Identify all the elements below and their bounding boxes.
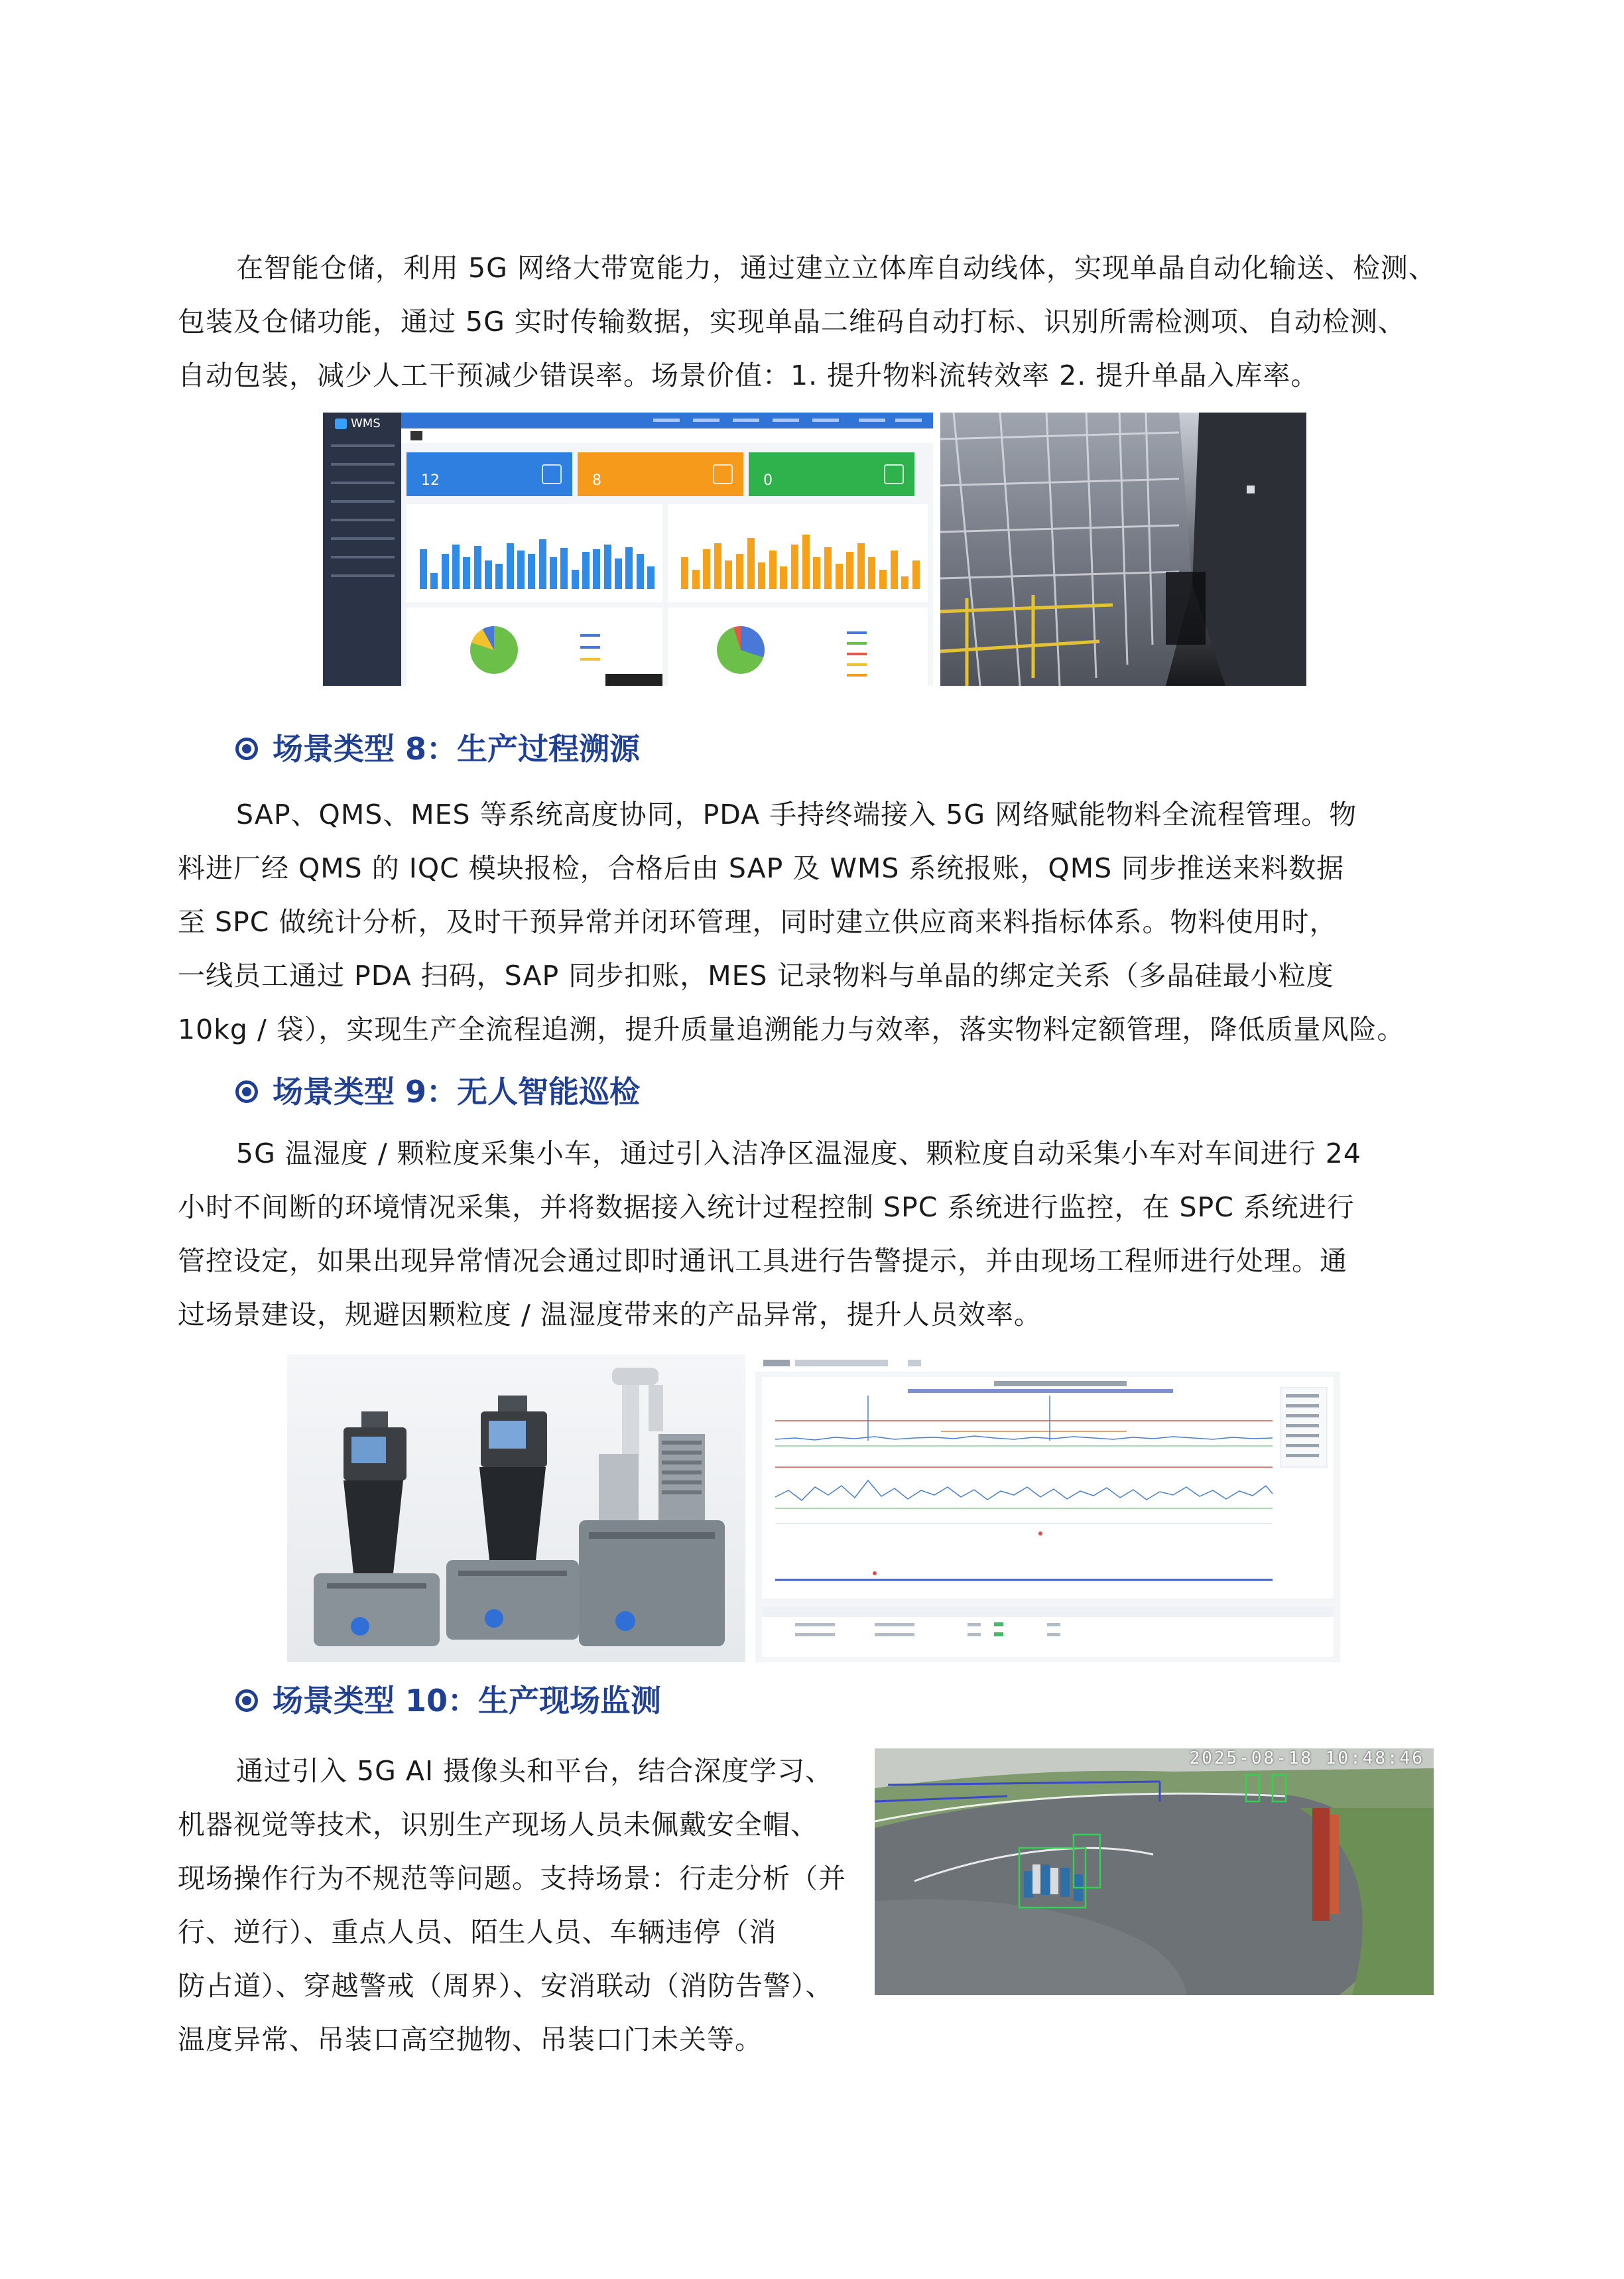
text-line: 温度异常、吊装口高空抛物、吊装口门未关等。	[178, 2024, 763, 2055]
bar	[725, 560, 732, 589]
kpi-card	[406, 452, 572, 496]
bar	[780, 566, 787, 589]
kpi-card	[749, 452, 914, 496]
bar	[463, 557, 470, 589]
ai-camera-monitoring-photo	[875, 1748, 1434, 1995]
upload-icon	[713, 464, 733, 484]
sidebar-item	[331, 482, 395, 484]
paragraph-smart-warehouse	[178, 241, 1441, 403]
text-line: 自动包装，减少人工干预减少错误率。场景价值：1. 提升物料流转效率 2. 提升单晶入库率。	[178, 359, 1319, 391]
home-icon	[884, 464, 904, 484]
kpi-value: 12	[421, 472, 440, 489]
bar	[647, 566, 655, 589]
bar	[637, 554, 644, 589]
text-line: 机器视觉等技术，识别生产现场人员未佩戴安全帽、	[178, 1809, 818, 1841]
camera-timestamp: 2025-08-18 10:48:46	[1189, 1748, 1424, 1768]
bar	[442, 554, 449, 589]
bar	[802, 535, 810, 589]
bar	[758, 562, 765, 589]
bar	[791, 545, 798, 589]
text-line: 小时不间断的环境情况采集，并将数据接入统计过程控制 SPC 系统进行监控，在 SPC 系统进行	[178, 1191, 1355, 1223]
text-line: 通过引入 5G AI 摄像头和平台，结合深度学习、	[236, 1755, 834, 1787]
bar	[615, 558, 622, 589]
location-pie-panel	[406, 608, 662, 686]
bar	[681, 557, 688, 589]
section-heading-10	[235, 1681, 661, 1721]
bar	[736, 554, 743, 589]
wms-sidebar	[323, 413, 401, 686]
bar	[485, 560, 492, 589]
section-heading-8	[235, 729, 640, 769]
bar	[891, 551, 898, 589]
bullet-circle-icon	[235, 738, 258, 760]
bar	[879, 570, 887, 589]
bar	[714, 543, 721, 589]
paragraph-traceability	[178, 788, 1441, 1057]
bar	[846, 552, 853, 589]
sidebar-item	[331, 519, 395, 521]
sidebar-item	[331, 574, 395, 577]
bar	[550, 557, 557, 589]
bar	[495, 564, 503, 589]
bar	[836, 564, 843, 589]
text-line: 料进厂经 QMS 的 IQC 模块报检，合格后由 SAP 及 WMS 系统报账，QMS 同步推送来料数据	[178, 852, 1345, 884]
sidebar-item	[331, 556, 395, 558]
kpi-value: 8	[592, 472, 601, 489]
text-line: 行、逆行）、重点人员、陌生人员、车辆违停（消	[178, 1916, 777, 1948]
bar	[582, 552, 590, 589]
wms-dashboard-screenshot	[323, 413, 933, 686]
wms-tabbar	[401, 428, 933, 443]
bar	[507, 543, 514, 589]
bar	[824, 547, 832, 589]
spc-monitoring-screenshot	[755, 1354, 1340, 1662]
outbound-bar-panel	[668, 504, 928, 602]
bar	[769, 551, 777, 589]
text-line: 包装及仓储功能，通过 5G 实时传输数据，实现单晶二维码自动打标、识别所需检测项、自动检测、	[178, 306, 1406, 338]
bar	[560, 548, 568, 589]
pie-chart	[470, 626, 518, 674]
kpi-value: 0	[763, 472, 773, 489]
sidebar-item	[331, 444, 395, 447]
bar-group-left	[420, 525, 655, 589]
text-line: 5G 温湿度 / 颗粒度采集小车，通过引入洁净区温湿度、颗粒度自动采集小车对车间进行 24	[236, 1138, 1361, 1169]
wms-logo	[335, 417, 381, 430]
bar	[593, 549, 600, 589]
sidebar-item	[331, 463, 395, 466]
bar	[604, 545, 611, 589]
text-line: 至 SPC 做统计分析，及时干预异常并闭环管理，同时建立供应商来料指标体系。物料使用时，	[178, 906, 1338, 938]
text-line: 现场操作行为不规范等问题。支持场景：行走分析（并	[178, 1862, 846, 1894]
text-line: SAP、QMS、MES 等系统高度协同，PDA 手持终端接入 5G 网络赋能物料全流程管理。物	[236, 799, 1357, 830]
bar	[625, 547, 633, 589]
wms-logo-icon	[335, 419, 347, 429]
box-icon	[542, 464, 562, 484]
section-heading-9	[235, 1072, 640, 1112]
wms-topbar	[401, 413, 933, 428]
sidebar-item	[331, 500, 395, 503]
bar	[474, 546, 481, 589]
inbound-bar-panel	[406, 504, 662, 602]
bar	[420, 549, 427, 589]
stock-pie-panel	[668, 608, 928, 686]
sensor-carts-photo	[287, 1354, 745, 1662]
bar	[857, 543, 865, 589]
paragraph-site-monitoring	[178, 1744, 854, 2067]
text-line: 一线员工通过 PDA 扫码，SAP 同步扣账，MES 记录物料与单晶的绑定关系（多晶硅最小粒度	[178, 960, 1334, 992]
kpi-card	[578, 452, 743, 496]
text-line: 过场景建设，规避因颗粒度 / 温湿度带来的产品异常，提升人员效率。	[178, 1299, 1042, 1331]
wms-logo-text: WMS	[351, 417, 381, 430]
bar-group-right	[681, 525, 920, 589]
warehouse-racks-photo	[940, 413, 1306, 686]
bar	[901, 576, 908, 589]
bar	[430, 573, 438, 589]
bar	[452, 545, 460, 589]
text-line: 在智能仓储，利用 5G 网络大带宽能力，通过建立立体库自动线体，实现单晶自动化输送、检测、	[236, 252, 1436, 284]
bar	[747, 538, 755, 589]
paragraph-inspection	[178, 1127, 1441, 1342]
heading-text: 场景类型 9：无人智能巡检	[273, 1074, 641, 1110]
bar	[517, 551, 525, 589]
bar	[703, 549, 710, 589]
bar	[912, 560, 920, 589]
heading-text: 场景类型 10：生产现场监测	[273, 1683, 662, 1719]
bullet-circle-icon	[235, 1080, 258, 1103]
bar	[813, 557, 820, 589]
bar	[692, 570, 700, 589]
text-line: 管控设定，如果出现异常情况会通过即时通讯工具进行告警提示，并由现场工程师进行处理。通	[178, 1245, 1347, 1277]
sidebar-item	[331, 537, 395, 540]
bar	[528, 554, 535, 589]
bar	[572, 570, 579, 589]
pie-chart	[717, 626, 765, 674]
text-line: 10kg / 袋），实现生产全流程追溯，提升质量追溯能力与效率，落实物料定额管理，降低质量风险。	[178, 1013, 1405, 1045]
bar	[868, 557, 875, 589]
heading-text: 场景类型 8：生产过程溯源	[273, 731, 641, 767]
bullet-circle-icon	[235, 1689, 258, 1712]
bar	[539, 539, 546, 589]
text-line: 防占道）、穿越警戒（周界）、安消联动（消防告警）、	[178, 1970, 834, 2002]
